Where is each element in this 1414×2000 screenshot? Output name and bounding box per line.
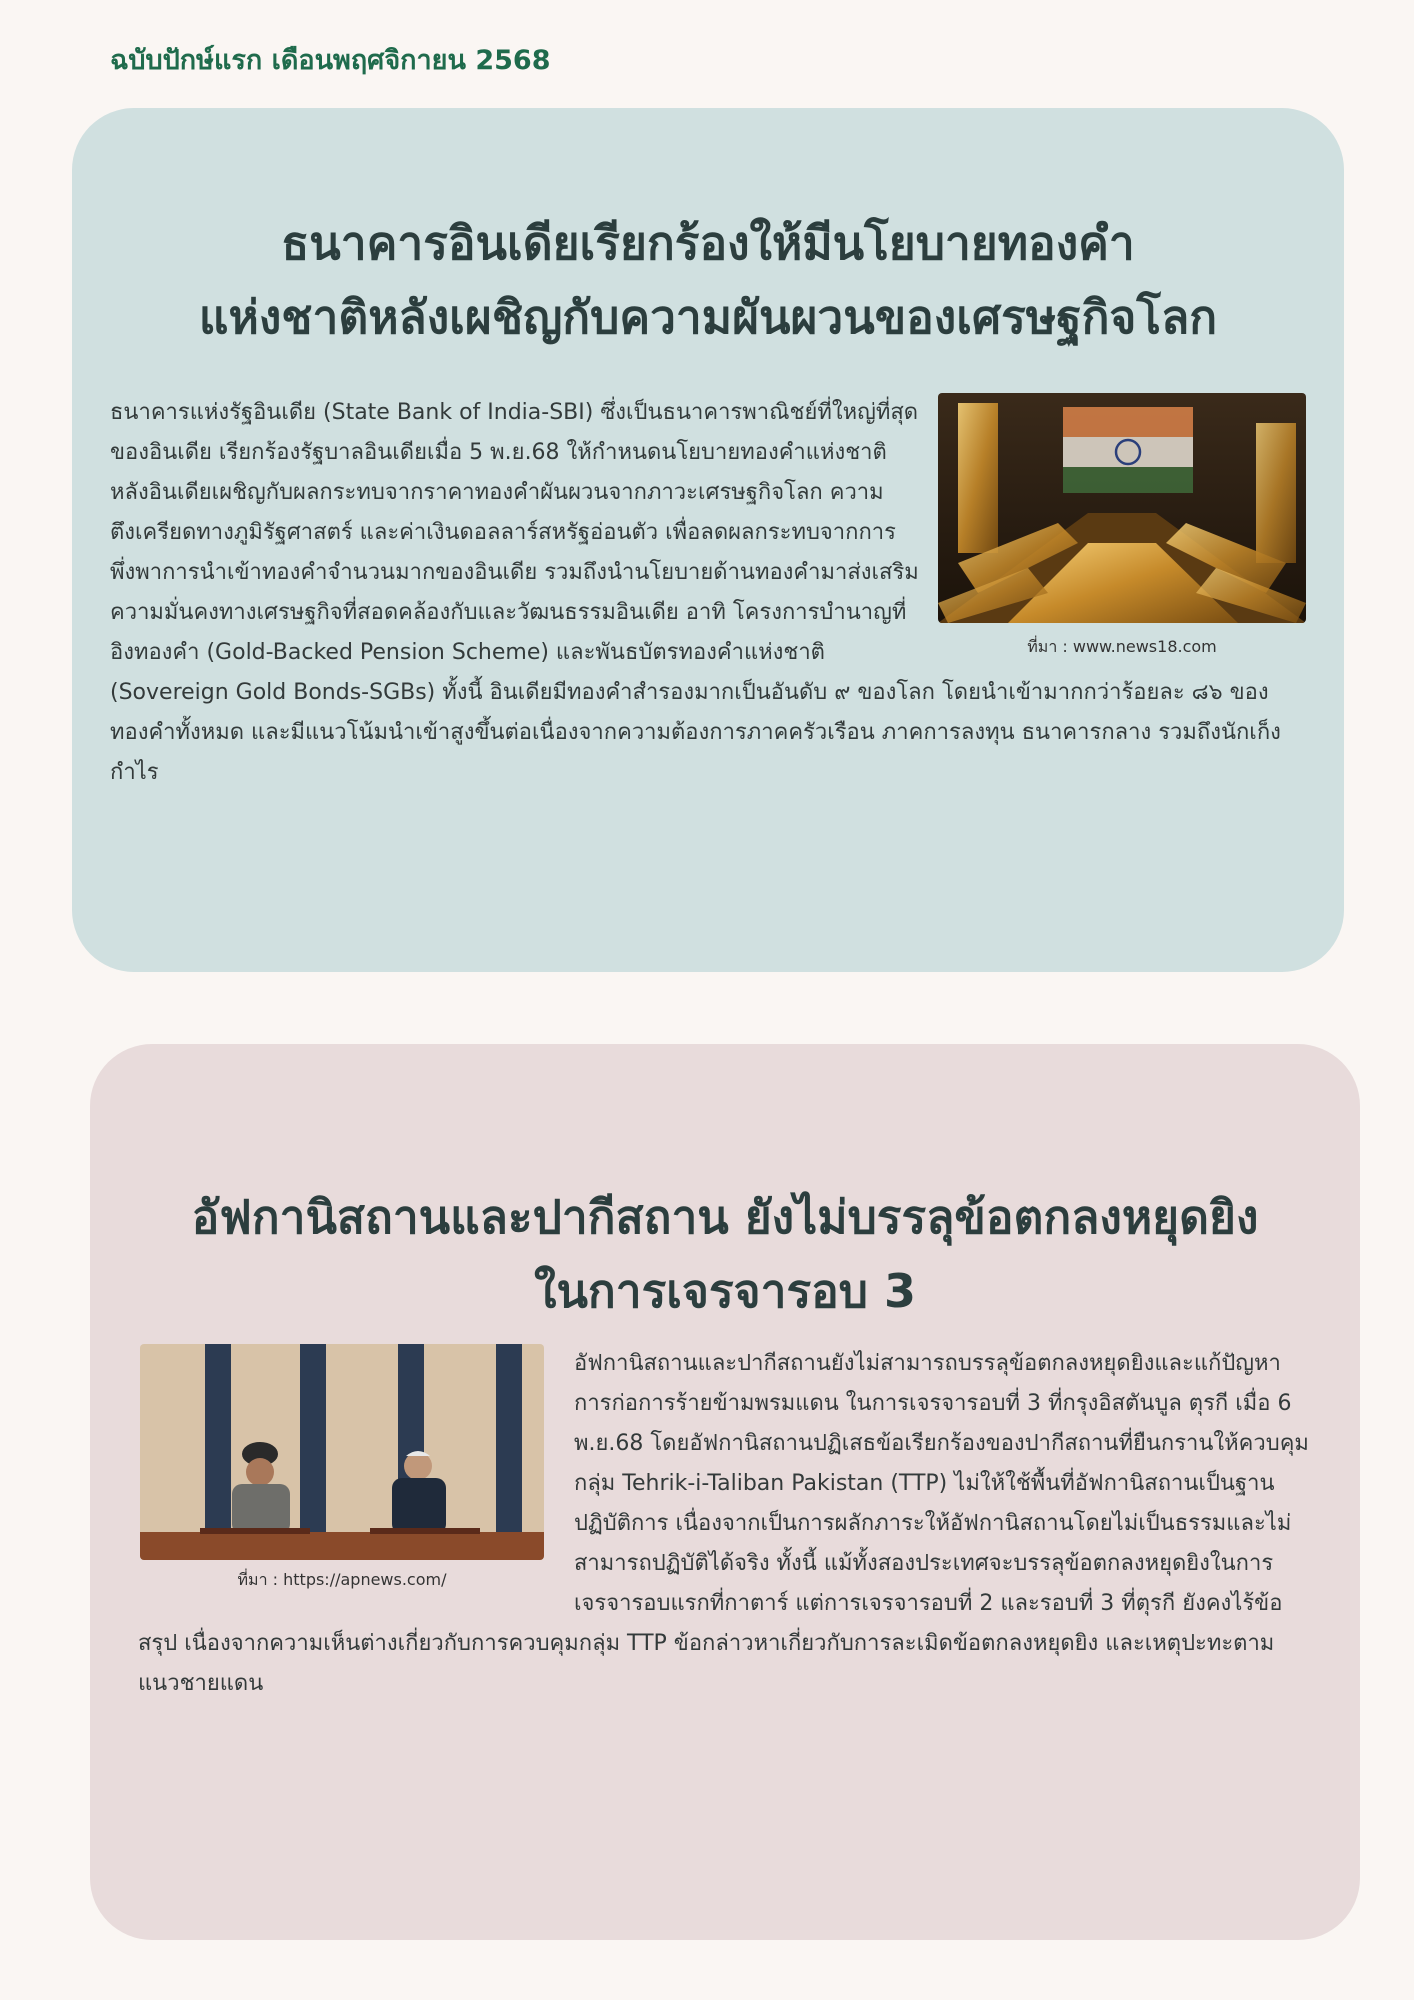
article-body-text: อัฟกานิสถานและปากีสถานยังไม่สามารถบรรลุข้อตกลงหยุดยิงและแก้ปัญหาการก่อการร้ายข้ามพรมแดน ในการเจรจารอบที่ 3 ที่กรุงอิสตันบูล ตุรกี เมื่อ 6 พ.ย.68 โดยอัฟกานิสถานปฏิเสธข้อเรียกร้องของปากีสถานที่ยืนกรานให้ควบคุมกลุ่ม Tehrik-i-Taliban Pakistan (TTP) ไม่ให้ใช้พื้นที่อัฟกานิสถานเป็นฐานปฏิบัติการ เนื่องจากเป็นการผลักภาระให้อัฟกานิสถานโดยไม่เป็นธรรมและไม่สามารถปฏิบัติได้จริง ทั้งนี้ แม้ทั้งสองประเทศจะบรรลุข้อตกลงหยุดยิงในการเจรจารอบแรกที่กาตาร์ แต่การเจรจารอบที่ 2 และรอบที่ 3 ที่ตุรกี ยังคงไร้ข้อสรุป เนื่องจากความเห็นต่างเกี่ยวกับการควบคุมกลุ่ม TTP ข้อกล่าวหาเกี่ยวกับการละเมิดข้อตกลงหยุดยิง และเหตุปะทะตามแนวชายแดน (138, 1351, 1309, 1696)
issue-label: ฉบับปักษ์แรก เดือนพฤศจิกายน 2568 (110, 45, 551, 76)
negotiation-signing-image (140, 1344, 544, 1560)
image-caption: ที่มา : www.news18.com (1027, 637, 1217, 656)
article-body (138, 1344, 1314, 1704)
article-figure (938, 393, 1306, 661)
article-body (110, 393, 1306, 793)
article-body-text: ธนาคารแห่งรัฐอินเดีย (State Bank of India-SBI) ซึ่งเป็นธนาคารพาณิชย์ที่ใหญ่ที่สุดของอินเดีย เรียกร้องรัฐบาลอินเดียเมื่อ 5 พ.ย.68 ให้กำหนดนโยบายทองคำแห่งชาติ หลังอินเดียเผชิญกับผลกระทบจากราคาทองคำผันผวนจากภาวะเศรษฐกิจโลก ความตึงเครียดทางภูมิรัฐศาสตร์ และค่าเงินดอลลาร์สหรัฐอ่อนตัว เพื่อลดผลกระทบจากการพึ่งพาการนำเข้าทองคำจำนวนมากของอินเดีย รวมถึงนำนโยบายด้านทองคำมาส่งเสริมความมั่นคงทางเศรษฐกิจที่สอดคล้องกับและวัฒนธรรมอินเดีย อาทิ โครงการบำนาญที่อิงทองคำ (Gold-Backed Pension Scheme) และพันธบัตรทองคำแห่งชาติ (Sovereign Gold Bonds-SGBs) ทั้งนี้ อินเดียมีทองคำสำรองมากเป็นอันดับ ๙ ของโลก โดยนำเข้ามากกว่าร้อยละ ๘๖ ของทองคำทั้งหมด และมีแนวโน้มนำเข้าสูงขึ้นต่อเนื่องจากความต้องการภาคครัวเรือน ภาคการลงทุน ธนาคารกลาง รวมถึงนักเก็งกำไร (110, 400, 1281, 785)
gold-bars-india-flag-image (938, 393, 1306, 623)
article-title-line: อัฟกานิสถานและปากีสถาน ยังไม่บรรลุข้อตกลงหยุดยิง (191, 1190, 1259, 1244)
article-title (72, 206, 1344, 354)
article-title (90, 1180, 1360, 1328)
image-caption: ที่มา : https://apnews.com/ (237, 1570, 447, 1589)
article-card-afghanistan-pakistan (90, 1044, 1360, 1940)
article-title-line: ธนาคารอินเดียเรียกร้องให้มีนโยบายทองคำ (281, 216, 1135, 270)
article-figure (140, 1344, 544, 1594)
article-title-line: ในการเจรจารอบ 3 (533, 1264, 916, 1318)
article-card-india-gold (72, 108, 1344, 972)
article-title-line: แห่งชาติหลังเผชิญกับความผันผวนของเศรษฐกิจโลก (198, 290, 1218, 344)
